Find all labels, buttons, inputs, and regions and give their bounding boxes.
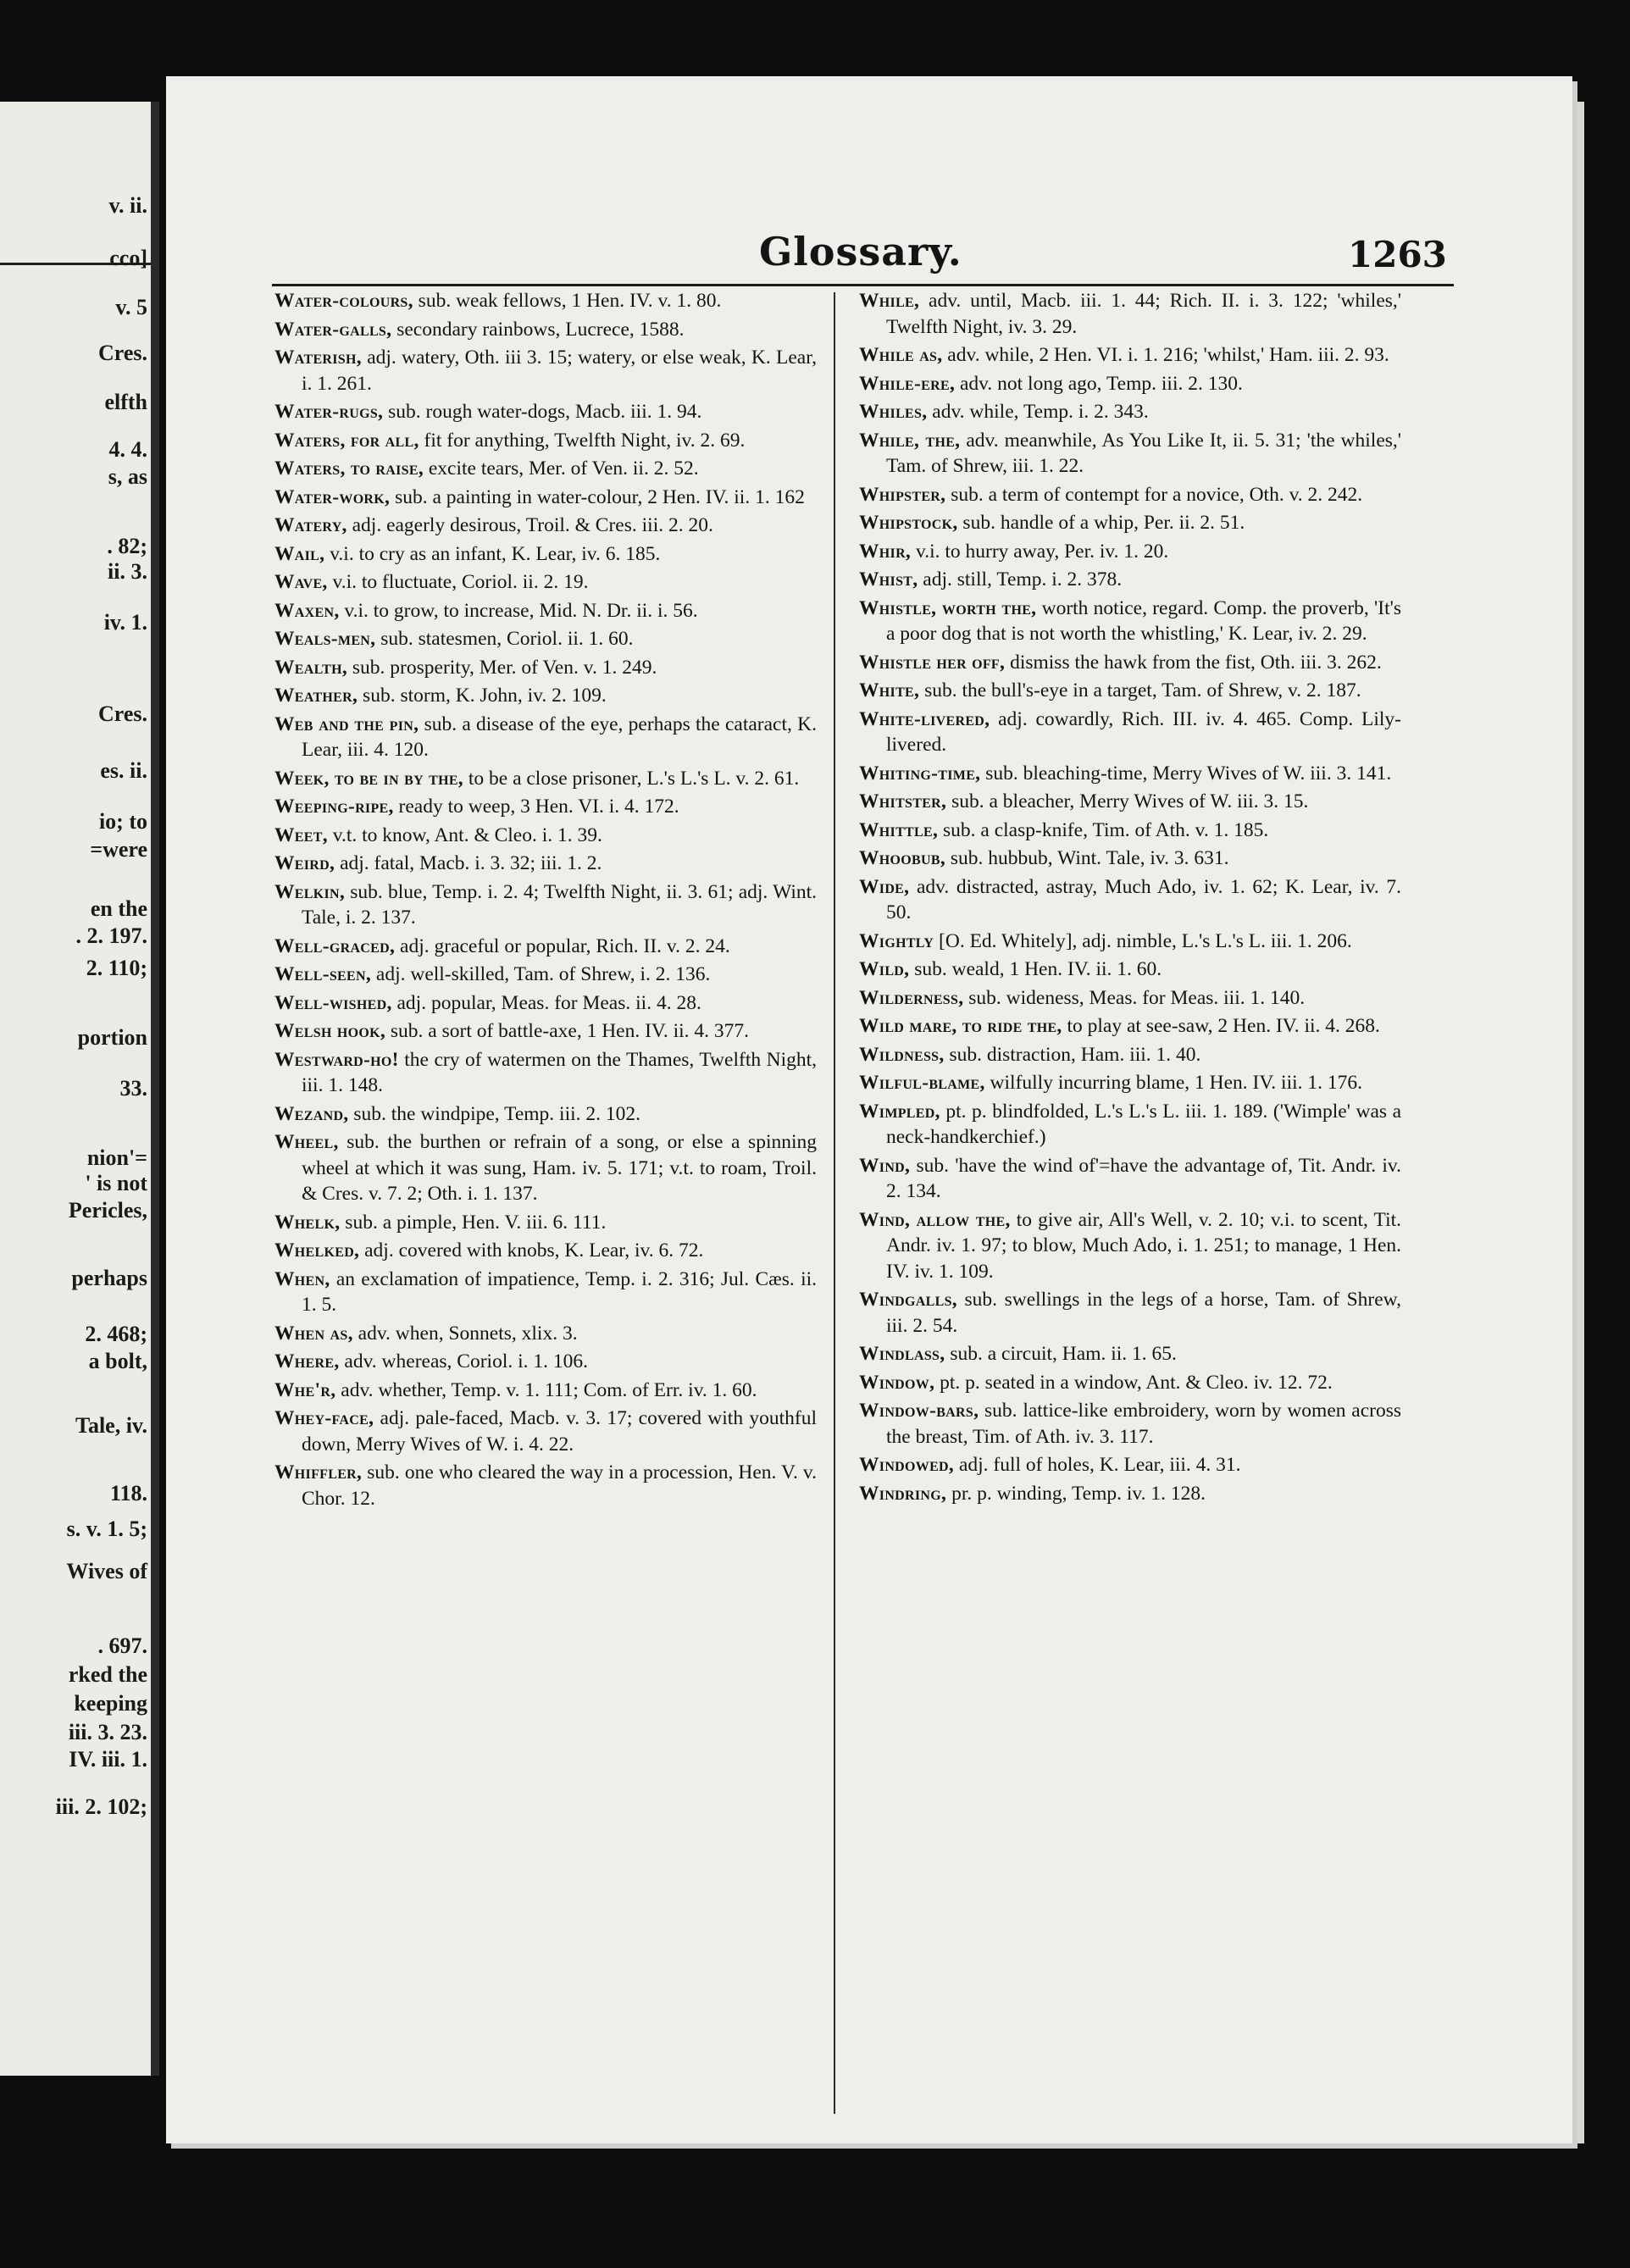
glossary-entry	[274, 1210, 817, 1236]
previous-page-fragment: nion'=	[86, 1145, 147, 1170]
entry-definition: adj. pale-faced, Macb. v. 3. 17; covered with youthful down, Merry Wives of W. i. 4. 22.	[302, 1407, 817, 1456]
entry-headword: Wild mare, to ride the,	[859, 1015, 1062, 1037]
previous-page-fragment: s, as	[108, 464, 147, 489]
entry-definition: sub. the windpipe, Temp. iii. 2. 102.	[353, 1102, 641, 1125]
glossary-entry	[859, 1013, 1401, 1040]
entry-headword: Wild,	[859, 958, 910, 980]
entry-headword: Window-bars,	[859, 1400, 979, 1422]
glossary-entry	[274, 1018, 817, 1045]
glossary-entry	[859, 985, 1401, 1012]
entry-headword: While,	[859, 290, 920, 312]
entry-definition: adj. watery, Oth. iii 3. 15; watery, or else weak, K. Lear, i. 1. 261.	[302, 347, 817, 395]
previous-page-fragment: 118.	[109, 1481, 147, 1506]
entry-definition: adj. cowardly, Rich. III. iv. 4. 465. Comp. Lily-livered.	[886, 707, 1401, 756]
entry-definition: to play at see-saw, 2 Hen. IV. ii. 4. 268.	[1067, 1015, 1380, 1037]
entry-definition: adv. when, Sonnets, xlix. 3.	[358, 1322, 578, 1345]
glossary-entry	[274, 990, 817, 1017]
previous-page-fragment: iii. 3. 23.	[68, 1720, 147, 1744]
previous-page-fragment: s. v. 1. 5;	[66, 1517, 147, 1541]
glossary-entry	[859, 1398, 1401, 1450]
entry-headword: Whistle her off,	[859, 651, 1006, 674]
entry-headword: Wave,	[274, 571, 328, 593]
entry-definition: sub. swellings in the legs of a horse, Tam. of Shrew, iii. 2. 54.	[886, 1289, 1401, 1337]
glossary-entry	[274, 1321, 817, 1347]
glossary-entry	[274, 1378, 817, 1404]
entry-definition: adj. well-skilled, Tam. of Shrew, i. 2. 136.	[375, 963, 711, 985]
entry-headword: Whiffler,	[274, 1461, 363, 1483]
entry-definition: adv. until, Macb. iii. 1. 44; Rich. II. i. 3. 122; 'whiles,' Twelfth Night, iv. 3. 29.	[886, 290, 1402, 338]
glossary-entry	[859, 789, 1401, 815]
entry-definition: the cry of watermen on the Thames, Twelfth Night, iii. 1. 148.	[302, 1048, 817, 1096]
page-number: 1263	[1348, 234, 1447, 275]
glossary-entry	[859, 1153, 1401, 1205]
entry-headword: Whoobub,	[859, 847, 946, 869]
previous-page-strip	[0, 102, 151, 2076]
entry-definition: fit for anything, Twelfth Night, iv. 2. 69.	[424, 429, 746, 452]
previous-page-fragment: . 697.	[97, 1633, 147, 1658]
glossary-entry	[274, 1349, 817, 1375]
glossary-entry	[274, 541, 817, 568]
glossary-entry	[274, 456, 817, 482]
glossary-entry	[859, 1452, 1401, 1478]
book-gutter	[151, 102, 159, 2076]
glossary-entry	[859, 678, 1401, 704]
entry-headword: Week, to be in by the,	[274, 767, 463, 790]
entry-headword: Wind,	[859, 1154, 911, 1177]
entry-headword: Waters, for all,	[274, 429, 419, 452]
previous-page-fragment: . 82;	[107, 534, 147, 558]
glossary-entry	[859, 1481, 1401, 1507]
glossary-entry	[274, 766, 817, 792]
previous-page-fragment: keeping	[74, 1691, 147, 1716]
page-title: Glossary.	[759, 229, 962, 274]
glossary-entry	[274, 288, 817, 314]
previous-page-fragment: 2. 110;	[86, 956, 147, 980]
glossary-entry	[274, 962, 817, 988]
previous-page-fragment: a bolt,	[88, 1349, 147, 1373]
entry-definition: adv. while, Temp. i. 2. 343.	[932, 401, 1149, 423]
entry-definition: adj. full of holes, K. Lear, iii. 4. 31.	[958, 1454, 1241, 1476]
glossary-entry	[859, 482, 1401, 508]
glossary-entry	[274, 1238, 817, 1264]
entry-headword: Window,	[859, 1371, 935, 1394]
glossary-entry	[274, 428, 817, 454]
entry-definition: v.i. to fluctuate, Coriol. ii. 2. 19.	[332, 571, 589, 593]
entry-definition: sub. handle of a whip, Per. ii. 2. 51.	[962, 512, 1245, 534]
entry-headword: Whey-face,	[274, 1407, 374, 1429]
entry-definition: [O. Ed. Whitely], adj. nimble, L.'s L.'s L. iii. 1. 206.	[939, 929, 1352, 952]
entry-headword: Windgalls,	[859, 1289, 957, 1311]
entry-headword: Weird,	[274, 852, 335, 874]
entry-definition: sub. distraction, Ham. iii. 1. 40.	[949, 1043, 1201, 1066]
glossary-entry	[859, 1099, 1401, 1151]
glossary-entry	[859, 567, 1401, 593]
entry-headword: Whipster,	[859, 483, 946, 506]
glossary-entry	[859, 929, 1401, 955]
entry-headword: Wildness,	[859, 1043, 945, 1066]
glossary-entry	[859, 1042, 1401, 1068]
glossary-entry	[859, 1370, 1401, 1396]
entry-headword: Whiles,	[859, 401, 928, 423]
entry-definition: sub. lattice-like embroidery, worn by women across the breast, Tim. of Ath. iv. 3. 117.	[886, 1400, 1401, 1448]
previous-page-fragment: perhaps	[71, 1266, 147, 1290]
previous-page-fragment: 33.	[119, 1076, 147, 1101]
previous-page-fragment: io; to	[98, 809, 147, 834]
glossary-entry	[274, 1101, 817, 1128]
entry-headword: When,	[274, 1267, 330, 1290]
entry-headword: White,	[859, 679, 920, 701]
entry-headword: While, the,	[859, 429, 961, 452]
entry-definition: sub. blue, Temp. i. 2. 4; Twelfth Night, ii. 3. 61; adj. Wint. Tale, i. 2. 137.	[302, 880, 818, 929]
entry-headword: Wezand,	[274, 1102, 349, 1125]
entry-definition: pr. p. winding, Temp. iv. 1. 128.	[951, 1482, 1206, 1505]
glossary-entry	[274, 626, 817, 652]
entry-headword: Water-work,	[274, 485, 391, 508]
entry-headword: Windowed,	[859, 1454, 955, 1476]
glossary-entry	[859, 428, 1401, 480]
entry-headword: Waters, to raise,	[274, 457, 424, 480]
previous-page-fragment: Cres.	[97, 701, 147, 726]
glossary-entry	[859, 1287, 1401, 1339]
glossary-entry	[859, 650, 1401, 676]
previous-page-fragment: v. ii.	[108, 193, 147, 218]
entry-headword: Westward-ho!	[274, 1048, 399, 1071]
previous-page-fragment: Tale, iv.	[75, 1413, 147, 1438]
previous-page-fragment: portion	[77, 1025, 147, 1050]
entry-headword: Whe'r,	[274, 1378, 336, 1401]
glossary-entry	[859, 874, 1401, 926]
entry-headword: Whist,	[859, 568, 918, 591]
entry-definition: v.i. to hurry away, Per. iv. 1. 20.	[915, 540, 1169, 563]
entry-headword: Weet,	[274, 823, 328, 846]
entry-definition: to be a close prisoner, L.'s L.'s L. v. 2. 61.	[468, 767, 800, 790]
entry-headword: Well-wished,	[274, 991, 392, 1014]
entry-headword: Whittle,	[859, 818, 939, 841]
entry-definition: pt. p. seated in a window, Ant. & Cleo. iv. 12. 72.	[940, 1371, 1333, 1394]
entry-headword: Water-rugs,	[274, 401, 384, 423]
glossary-entry	[274, 823, 817, 849]
glossary-entry	[859, 596, 1401, 647]
entry-headword: Watery,	[274, 514, 347, 536]
glossary-page	[166, 76, 1572, 2143]
entry-definition: sub. 'have the wind of'=have the advantage of, Tit. Andr. iv. 2. 134.	[886, 1154, 1402, 1202]
entry-definition: adv. whether, Temp. v. 1. 111; Com. of Err. iv. 1. 60.	[341, 1378, 757, 1401]
previous-page-fragment: Cres.	[97, 341, 147, 365]
glossary-entry	[274, 851, 817, 877]
previous-page-fragment: iii. 2. 102;	[55, 1794, 147, 1819]
entry-definition: to give air, All's Well, v. 2. 10; v.i. to scent, Tit. Andr. iv. 1. 97; to blow, Much Ado, i. 1. 251; to manage, 1 Hen. IV. iv. 1. 109.	[886, 1208, 1401, 1283]
entry-definition: adv. meanwhile, As You Like It, ii. 5. 31; 'the whiles,' Tam. of Shrew, iii. 1. 22.	[886, 429, 1402, 477]
entry-headword: Windlass,	[859, 1343, 945, 1365]
entry-definition: sub. weak fellows, 1 Hen. IV. v. 1. 80.	[418, 290, 722, 312]
glossary-entry	[274, 598, 817, 624]
entry-definition: sub. statesmen, Coriol. ii. 1. 60.	[380, 628, 634, 650]
running-head	[166, 229, 1572, 280]
glossary-entry	[274, 513, 817, 539]
entry-definition: sub. a sort of battle-axe, 1 Hen. IV. ii. 4. 377.	[390, 1020, 750, 1042]
previous-page-fragment: . 2. 197.	[75, 923, 147, 948]
previous-page-fragment: elfth	[104, 390, 147, 414]
glossary-entry	[274, 1267, 817, 1318]
entry-definition: adj. graceful or popular, Rich. II. v. 2. 24.	[400, 934, 730, 957]
glossary-entry	[859, 342, 1401, 369]
entry-headword: Waxen,	[274, 599, 340, 622]
glossary-entry	[859, 510, 1401, 536]
entry-definition: sub. one who cleared the way in a procession, Hen. V. v. Chor. 12.	[302, 1461, 818, 1510]
entry-headword: Wail,	[274, 542, 325, 565]
entry-headword: Wilful-blame,	[859, 1072, 985, 1094]
entry-headword: Windring,	[859, 1482, 947, 1505]
glossary-entry	[274, 1406, 817, 1457]
entry-headword: Whelked,	[274, 1239, 360, 1262]
entry-definition: secondary rainbows, Lucrece, 1588.	[396, 318, 685, 341]
entry-headword: Well-graced,	[274, 934, 396, 957]
entry-headword: When as,	[274, 1322, 353, 1345]
entry-headword: Wimpled,	[859, 1100, 940, 1123]
glossary-entry	[274, 1129, 817, 1207]
previous-page-fragment: cco]	[109, 246, 147, 270]
entry-definition: sub. the burthen or refrain of a song, or else a spinning wheel at which it was sung, Ham. iv. 5. 171; v.t. to roam, Troil. & Cres. v. 7. 2; Oth. i. 1. 137.	[302, 1131, 818, 1205]
glossary-entry	[274, 712, 817, 763]
entry-definition: sub. a term of contempt for a novice, Oth. v. 2. 242.	[951, 483, 1363, 506]
entry-headword: Weeping-ripe,	[274, 796, 394, 818]
glossary-entry	[274, 934, 817, 960]
previous-page-fragment: en the	[90, 896, 147, 921]
entry-definition: sub. hubbub, Wint. Tale, iv. 3. 631.	[950, 847, 1229, 869]
entry-definition: adv. whereas, Coriol. i. 1. 106.	[344, 1350, 589, 1372]
entry-headword: Where,	[274, 1350, 340, 1372]
entry-headword: Water-colours,	[274, 290, 413, 312]
entry-definition: sub. weald, 1 Hen. IV. ii. 1. 60.	[914, 958, 1162, 980]
entry-definition: adj. eagerly desirous, Troil. & Cres. iii. 2. 20.	[352, 514, 713, 536]
glossary-entry	[859, 288, 1401, 340]
previous-page-fragment: es. ii.	[100, 758, 147, 783]
entry-definition: sub. the bull's-eye in a target, Tam. of Shrew, v. 2. 187.	[924, 679, 1361, 701]
previous-page-fragment: rked the	[68, 1662, 147, 1687]
entry-definition: v.t. to know, Ant. & Cleo. i. 1. 39.	[332, 823, 602, 846]
glossary-entry	[859, 1207, 1401, 1285]
previous-page-fragment: iv. 1.	[103, 610, 147, 635]
glossary-entry	[859, 1070, 1401, 1096]
column-divider	[834, 292, 835, 2114]
entry-definition: sub. a disease of the eye, perhaps the cataract, K. Lear, iii. 4. 120.	[302, 713, 817, 761]
glossary-entry	[859, 818, 1401, 844]
entry-definition: sub. wideness, Meas. for Meas. iii. 1. 140.	[968, 986, 1306, 1009]
glossary-entry	[274, 399, 817, 425]
entry-headword: Whitster,	[859, 790, 947, 812]
entry-headword: While-ere,	[859, 372, 956, 395]
glossary-entry	[859, 761, 1401, 787]
entry-headword: Waterish,	[274, 347, 362, 369]
previous-page-fragment: =were	[90, 837, 147, 862]
glossary-entry	[274, 317, 817, 343]
entry-headword: Wide,	[859, 875, 910, 898]
entry-definition: adj. popular, Meas. for Meas. ii. 4. 28.	[396, 991, 701, 1014]
glossary-entry	[274, 1460, 817, 1511]
header-rule	[272, 284, 1454, 286]
entry-definition: adv. distracted, astray, Much Ado, iv. 1. 62; K. Lear, iv. 7. 50.	[886, 875, 1401, 923]
entry-headword: While as,	[859, 344, 943, 366]
previous-page-fragment: Wives of	[66, 1559, 147, 1583]
glossary-entry	[274, 569, 817, 596]
glossary-entry	[274, 485, 817, 511]
entry-headword: Whelk,	[274, 1211, 341, 1234]
entry-definition: sub. rough water-dogs, Macb. iii. 1. 94.	[388, 401, 702, 423]
previous-page-fragment: ii. 3.	[108, 559, 147, 584]
entry-definition: excite tears, Mer. of Ven. ii. 2. 52.	[428, 457, 699, 480]
glossary-entry	[274, 655, 817, 681]
entry-definition: adv. not long ago, Temp. iii. 2. 130.	[960, 372, 1243, 395]
page-edge	[1572, 102, 1584, 2143]
entry-definition: adj. covered with knobs, K. Lear, iv. 6. 72.	[364, 1239, 704, 1262]
previous-page-fragment: ' is not	[85, 1171, 147, 1195]
glossary-entry	[274, 345, 817, 396]
entry-headword: Wilderness,	[859, 986, 964, 1009]
entry-definition: sub. a painting in water-colour, 2 Hen. IV. ii. 1. 162	[395, 485, 805, 508]
entry-definition: worth notice, regard. Comp. the proverb, 'It's a poor dog that is not worth the whistling,' K. Lear, iv. 2. 29.	[886, 596, 1401, 645]
entry-definition: v.i. to cry as an infant, K. Lear, iv. 6. 185.	[330, 542, 661, 565]
entry-headword: Wightly	[859, 929, 934, 952]
entry-definition: an exclamation of impatience, Temp. i. 2. 316; Jul. Cæs. ii. 1. 5.	[302, 1267, 818, 1316]
previous-page-fragment: 2. 468;	[85, 1322, 147, 1346]
entry-definition: pt. p. blindfolded, L.'s L.'s L. iii. 1. 189. ('Wimple' was a neck-handkerchief.)	[886, 1100, 1402, 1148]
entry-definition: wilfully incurring blame, 1 Hen. IV. iii. 1. 176.	[990, 1072, 1363, 1094]
entry-definition: adj. still, Temp. i. 2. 378.	[923, 568, 1123, 591]
previous-page-fragment: v. 5	[115, 295, 147, 319]
entry-headword: Web and the pin,	[274, 713, 419, 735]
entry-headword: Weals-men,	[274, 628, 376, 650]
entry-headword: Wealth,	[274, 656, 348, 679]
entry-headword: Welsh hook,	[274, 1020, 386, 1042]
entry-headword: White-livered,	[859, 707, 990, 730]
glossary-entry	[274, 1047, 817, 1099]
entry-definition: sub. storm, K. John, iv. 2. 109.	[363, 685, 607, 707]
left-column	[274, 288, 817, 1514]
entry-definition: ready to weep, 3 Hen. VI. i. 4. 172.	[398, 796, 679, 818]
glossary-entry	[859, 399, 1401, 425]
entry-headword: Water-galls,	[274, 318, 392, 341]
entry-definition: sub. prosperity, Mer. of Ven. v. 1. 249.	[352, 656, 657, 679]
entry-definition: dismiss the hawk from the fist, Oth. iii. 3. 262.	[1010, 651, 1382, 674]
glossary-entry	[859, 957, 1401, 983]
entry-headword: Whistle, worth the,	[859, 596, 1037, 619]
entry-headword: Weather,	[274, 685, 358, 707]
entry-definition: adj. fatal, Macb. i. 3. 32; iii. 1. 2.	[340, 852, 602, 874]
entry-headword: Whipstock,	[859, 512, 958, 534]
glossary-entry	[859, 846, 1401, 872]
glossary-entry	[859, 707, 1401, 758]
entry-headword: Whiting-time,	[859, 762, 981, 785]
glossary-entry	[274, 879, 817, 931]
entry-headword: Whir,	[859, 540, 912, 563]
entry-headword: Welkin,	[274, 880, 346, 903]
glossary-entry	[859, 1341, 1401, 1367]
entry-headword: Wheel,	[274, 1131, 339, 1153]
glossary-entry	[859, 371, 1401, 397]
entry-definition: sub. a bleacher, Merry Wives of W. iii. 3. 15.	[951, 790, 1309, 812]
entry-definition: sub. a circuit, Ham. ii. 1. 65.	[950, 1343, 1177, 1365]
entry-definition: sub. a clasp-knife, Tim. of Ath. v. 1. 185.	[943, 818, 1269, 841]
previous-page-fragment: Pericles,	[68, 1198, 147, 1223]
previous-page-fragment: IV. iii. 1.	[69, 1747, 147, 1772]
entry-definition: adv. while, 2 Hen. VI. i. 1. 216; 'whilst,' Ham. iii. 2. 93.	[947, 344, 1389, 366]
glossary-entry	[274, 683, 817, 709]
glossary-entry	[274, 794, 817, 820]
entry-headword: Well-seen,	[274, 963, 372, 985]
previous-page-fragment: 4. 4.	[108, 437, 147, 462]
entry-definition: v.i. to grow, to increase, Mid. N. Dr. ii. i. 56.	[344, 599, 698, 622]
entry-headword: Wind, allow the,	[859, 1208, 1011, 1231]
entry-definition: sub. bleaching-time, Merry Wives of W. iii. 3. 141.	[985, 762, 1392, 785]
right-column	[859, 288, 1401, 1509]
entry-definition: sub. a pimple, Hen. V. iii. 6. 111.	[345, 1211, 607, 1234]
glossary-entry	[859, 539, 1401, 565]
